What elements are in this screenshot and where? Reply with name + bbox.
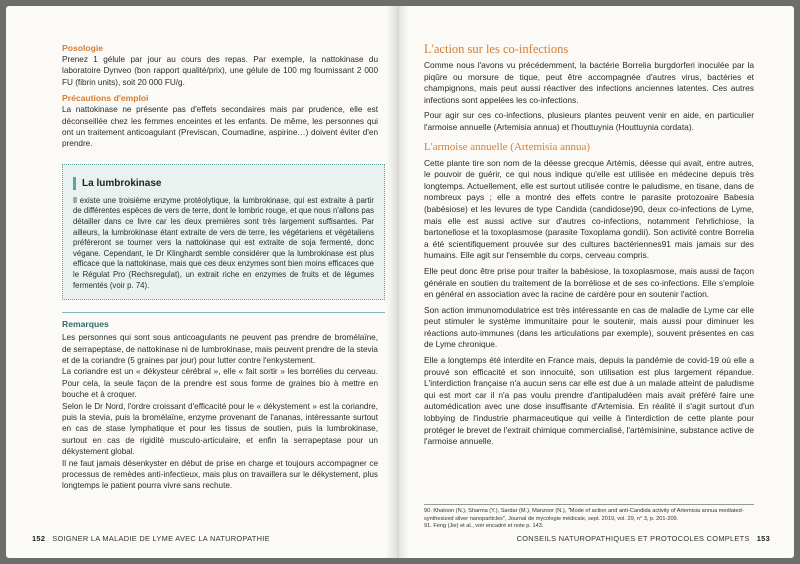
section-heading: L'action sur les co-infections bbox=[424, 42, 569, 56]
left-footer bbox=[32, 534, 270, 543]
precautions-text: La nattokinase ne présente pas d'effets secondaires mais par prudence, elle est déconseillée chez les femmes enceintes et les enfants. De même, les personnes qui ont un traitement anticoagulant (Previscan, Coumadine, aspirine…) doivent éviter d'en prendre. bbox=[62, 105, 378, 149]
left-page-number: 152 bbox=[32, 534, 46, 543]
box-title: La lumbrokinase bbox=[73, 177, 374, 190]
armoise-subheading-paren: (Artemisia annua) bbox=[510, 140, 590, 153]
remarques-paragraph-4: Il ne faut jamais désenkyster en début de prise en charge et toujours accompagner ce processus de remèdes anti-infectieux, mais plus on travaillera sur le dékystement, plus longtemps le patient pourra vivre sans rechute. bbox=[62, 458, 378, 491]
right-paragraph-2: Pour agir sur ces co-infections, plusieurs plantes peuvent venir en aide, en particulier l'armoise annuelle (Artemisia annua) et l'houttuynia (Houttuynia cordata). bbox=[424, 110, 754, 132]
remarques-paragraph-1: Les personnes qui sont sous anticoagulants ne peuvent pas prendre de bromélaïne, de serrapeptase, de nattokinase ni de lumbrokinase, mais peuvent prendre de la stevia et de la coriandre (5 graines par jour) pour lutter contre l'enkystement. bbox=[62, 333, 378, 365]
right-paragraph-5: Son action immunomodulatrice est très intéressante en cas de maladie de Lyme car elle peut stimuler le système immunitaire pour le soutenir, mais aussi pour diminuer les réactions auto-immunes (dans les articulations par exemple), souvent présentes en cas de Lyme chronique. bbox=[424, 304, 754, 350]
right-page bbox=[398, 6, 794, 558]
right-paragraph-3: Cette plante tire son nom de la déesse grecque Artémis, déesse qui avait, entre autres, le pouvoir de guérir, ce qui nous indique qu'elle est utilisée en médecine depuis très longtemps. Actuellement, elle est surtout utilisée contre le paludisme, en tisane, dans de nombreux pays ; elle a montré des effets contre le parasite protozoaire Babesia (babésiose) et les levures de type Candida (candidose)90, deux co-infections de Lyme, mais elle est aussi active sur d'autres co-infections, notamment l'ehrlichiose, la bartonellose et la toxoplasmose (parasite Toxoplama gondii). Son activité contre Borrelia a été scientifiquement prouvée sur des cultures bactériennes91 mais jamais sur des humains. Elle agit sur l'ensemble du corps, cerveau compris. bbox=[424, 157, 754, 261]
remarques-heading: Remarques bbox=[62, 319, 109, 330]
right-paragraph-4: Elle peut donc être prise pour traiter la babésiose, la toxoplasmose, mais aussi de façon générale en soutien du traitement de la borréliose et de ses co-infections. Elle s'emploie en général en association avec la racine de cardère pour en soutenir l'action. bbox=[424, 265, 754, 300]
remarques-paragraph-2: La coriandre est un « dékysteur cérébral », elle « fait sortir » les borrélies du cerveau. Pour cela, la seule façon de la prendre est sous forme de graines bio à mettre en bouche et à croquer. bbox=[62, 367, 378, 400]
armoise-subheading-italic: L'armoise annuelle bbox=[424, 140, 508, 153]
right-running-title: CONSEILS NATUROPATHIQUES ET PROTOCOLES COMPLETS bbox=[516, 534, 750, 543]
lumbrokinase-box bbox=[62, 164, 385, 300]
posologie-text: Prenez 1 gélule par jour au cours des repas. Par exemple, la nattokinase du laboratoire Dynveo (bon rapport qualité/prix), une gélule de 100 mg fournissant 2 000 FU (fibrin units), soit 20 000 FU/g. bbox=[62, 55, 378, 87]
footnote-91: 91. Feng (Jie) et al., voir encadré et note p. 143. bbox=[424, 523, 544, 530]
right-paragraph-1: Comme nous l'avons vu précédemment, la bactérie Borrelia burgdorferi inoculée par la piqûre ou morsure de tique, peut être accompagnée d'autres virus, bactéries et champignons, mais peut aussi réactiver des infections anciennes latentes. Ces autres infections sont appelées les co-infections. bbox=[424, 60, 754, 105]
armoise-subheading bbox=[424, 140, 754, 155]
right-footer bbox=[517, 534, 770, 543]
footnote-90: 90. Khatoon (N.), Sharma (Y.), Sardar (M.), Manzoor (N.), "Mode of action and anti-Candida activity of Artemisia annua mediated-synthesized silver nanoparticles", Journal de mycologie médicale, sept. 2019, vol. 29, n° 3, p. 201-209. bbox=[424, 508, 744, 522]
footnotes bbox=[424, 504, 754, 531]
remarques-divider bbox=[62, 312, 385, 313]
left-running-title: SOIGNER LA MALADIE DE LYME AVEC LA NATUROPATHIE bbox=[52, 534, 270, 543]
precautions-heading: Précautions d'emploi bbox=[62, 93, 149, 104]
left-page bbox=[6, 6, 398, 558]
box-text: Il existe une troisième enzyme protéolytique, la lumbrokinase, qui est extraite à partir de différentes espèces de vers de terre, dont le lombric rouge, et que nous n'allons pas détailler dans ce livre car les deux premières sont très largement suffisantes. Par ailleurs, la lumbrokinase étant extraite de vers de terre, les végétariens et végétaliens préféreront se tourner vers la nattokinase qui est extraite de soja fermenté, donc végane. Cependant, le Dr Klinghardt semble considérer que la lumbrokinase est plus efficace que la nattokinase, mais que ces deux enzymes sont bien moins efficaces que le Régulat Pro (Rechsregulat), un extrait riche en enzymes de fruits et de légumes fermentés (voir p. 74). bbox=[73, 195, 374, 290]
remarques-paragraph-3: Selon le Dr Nord, l'ordre croissant d'efficacité pour le « dékystement » est la coriandre, puis la stevia, puis la bromélaïne, enzyme provenant de l'ananas, intéressante surtout en cas de stase lymphatique et pour les tissus de soutien, puis la lumbrokinase, surtout en cas de rigidité musculo-articulaire, et enfin la serrapeptase pour un dékystement global. bbox=[62, 401, 378, 457]
right-paragraph-6: Elle a longtemps été interdite en France mais, depuis la pandémie de covid-19 où elle a prouvé son efficacité et son innocuité, son utilisation est plus largement répandue. L'interdiction française n'a aucun sens car elle est due à un malade atteint de paludisme qui est mort car il n'a pas voulu prendre d'antipaludéen mais avait préféré faire une automédication avec une dose insuffisante d'Artemisia. En réalité il s'agit surtout d'un lobbying de l'industrie pharmaceutique qui veille à l'interdiction de cette plante pour protéger le brevet de l'extrait chimique commercialisé, l'artémisinine, substance active de l'armoise annuelle. bbox=[424, 355, 754, 447]
right-page-number: 153 bbox=[756, 534, 770, 543]
posologie-heading: Posologie bbox=[62, 43, 104, 53]
